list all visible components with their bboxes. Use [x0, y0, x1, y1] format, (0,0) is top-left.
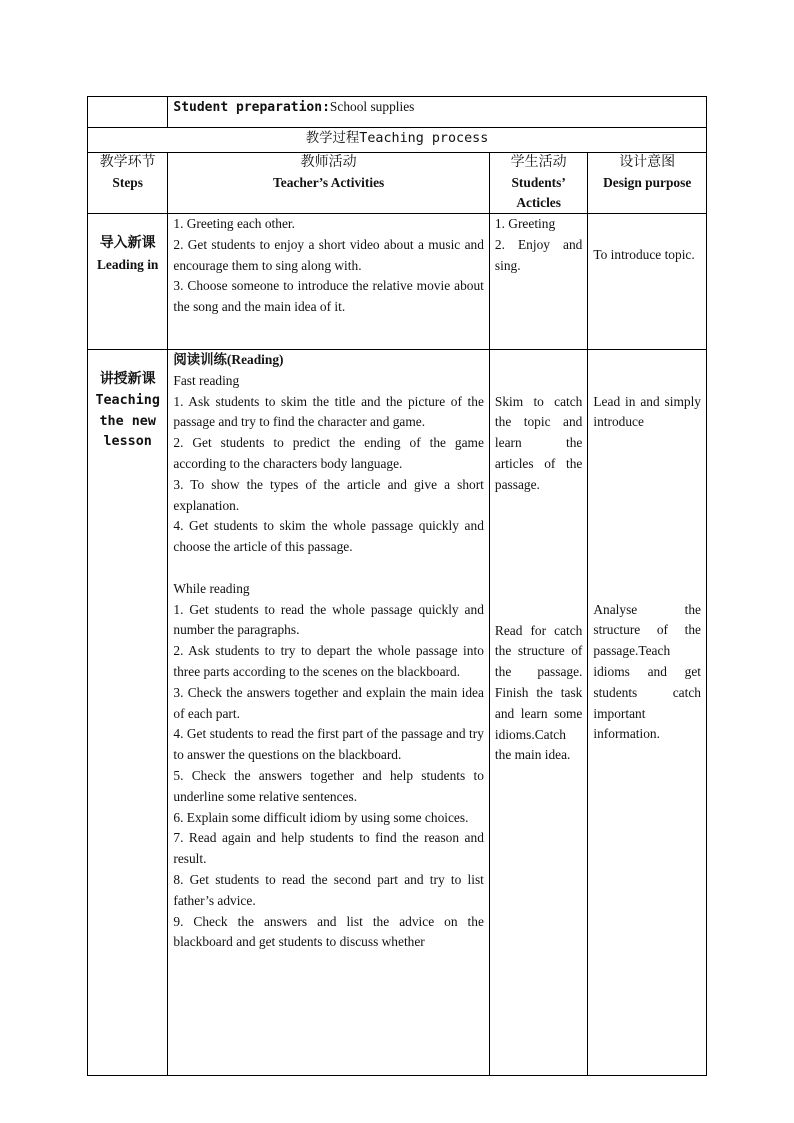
preparation-label: Student preparation: — [173, 100, 330, 115]
while-reading-item: 3. Check the answers together and explain the main idea of each part. — [173, 684, 484, 721]
stage-leading-in-en: Leading in — [96, 256, 159, 272]
purpose-leading-in — [588, 214, 707, 350]
while-reading-item: 7. Read again and help students to find the reason and result. — [173, 830, 484, 867]
spacer — [173, 558, 484, 579]
preparation-blank-cell — [88, 97, 168, 128]
while-reading-item: 1. Get students to read the whole passage quickly and number the paragraphs. — [173, 601, 484, 638]
header-teacher-zh: 教师活动 — [300, 155, 357, 170]
preparation-value: School supplies — [329, 99, 415, 114]
while-reading-item: 5. Check the answers together and help students to underline some relative sentences. — [173, 767, 484, 804]
fast-reading-item: 4. Get students to skim the whole passage quickly and choose the article of this passage. — [173, 518, 484, 555]
process-title-zh: 教学过程 — [305, 130, 360, 145]
teacher-item: 2. Get students to enjoy a short video about a music and encourage them to sing along with. — [173, 236, 484, 273]
while-reading-item: 2. Ask students to try to depart the whole passage into three parts according to the scenes on the blackboard. — [173, 643, 484, 679]
table-row-teaching — [88, 350, 707, 1076]
stage-leading-in-zh: 导入新课 — [99, 236, 156, 251]
header-purpose-en: Design purpose — [603, 175, 692, 190]
students-fast-reading: Skim to catch the topic and learn the articles of the passage. — [494, 393, 583, 492]
while-reading-title: While reading — [173, 580, 250, 596]
stage-teaching-en: Teaching the new lesson — [95, 392, 160, 450]
while-reading-item: 8. Get students to read the second part and try to list father’s advice. — [173, 871, 484, 908]
header-students — [489, 153, 587, 214]
reading-section-title: 阅读训练(Reading) — [173, 352, 284, 367]
while-reading-item: 4. Get students to read the first part of the passage and try to answer the questions on the blackboard. — [173, 726, 484, 763]
header-purpose — [588, 153, 707, 214]
teacher-item: 1. Greeting each other. — [173, 216, 295, 231]
fast-reading-item: 3. To show the types of the article and give a short explanation. — [173, 476, 484, 513]
header-students-zh: 学生活动 — [510, 155, 567, 170]
fast-reading-title: Fast reading — [173, 372, 240, 388]
preparation-cell — [168, 97, 707, 128]
students-item: 1. Greeting — [494, 216, 556, 231]
header-steps-en: Steps — [112, 175, 143, 190]
students-teaching — [489, 350, 587, 1076]
students-while-reading: Read for catch the structure of the passage. Finish the task and learn some idioms.Catch the main idea. — [494, 622, 583, 763]
students-leading-in — [489, 214, 587, 350]
purpose-while-reading: Analyse the structure of the passage.Teach idioms and get students catch important information. — [593, 601, 701, 742]
process-title-cell — [88, 128, 707, 153]
header-teacher-en: Teacher’s Activities — [273, 175, 385, 190]
process-title-en: Teaching process — [359, 131, 489, 146]
header-steps — [88, 153, 168, 214]
header-students-en: Students’ Acticles — [511, 175, 566, 210]
lesson-plan-table — [87, 96, 707, 1076]
teacher-leading-in — [168, 214, 490, 350]
header-steps-zh: 教学环节 — [99, 155, 156, 170]
fast-reading-item: 1. Ask students to skim the title and the picture of the passage and try to find the character and game. — [173, 393, 484, 430]
teacher-item: 3. Choose someone to introduce the relative movie about the song and the main idea of it. — [173, 278, 484, 315]
purpose-fast-reading: Lead in and simply introduce — [593, 393, 701, 430]
while-reading-item: 6. Explain some difficult idiom by using some choices. — [173, 809, 469, 825]
process-title-row — [88, 128, 707, 153]
stage-teaching — [88, 350, 168, 1076]
preparation-row — [88, 97, 707, 128]
purpose-teaching — [588, 350, 707, 1076]
stage-teaching-zh: 讲授新课 — [99, 372, 156, 387]
teacher-teaching — [168, 350, 490, 1076]
header-teacher — [168, 153, 490, 214]
table-row-leading-in — [88, 214, 707, 350]
header-purpose-zh: 设计意图 — [619, 155, 676, 170]
fast-reading-item: 2. Get students to predict the ending of the game according to the characters body language. — [173, 435, 484, 471]
header-row — [88, 153, 707, 214]
while-reading-item: 9. Check the answers and list the advice on the blackboard and get students to discuss whether — [173, 913, 484, 950]
students-item: 2. Enjoy and sing. — [494, 236, 583, 273]
stage-leading-in — [88, 214, 168, 350]
purpose-text: To introduce topic. — [593, 247, 695, 262]
